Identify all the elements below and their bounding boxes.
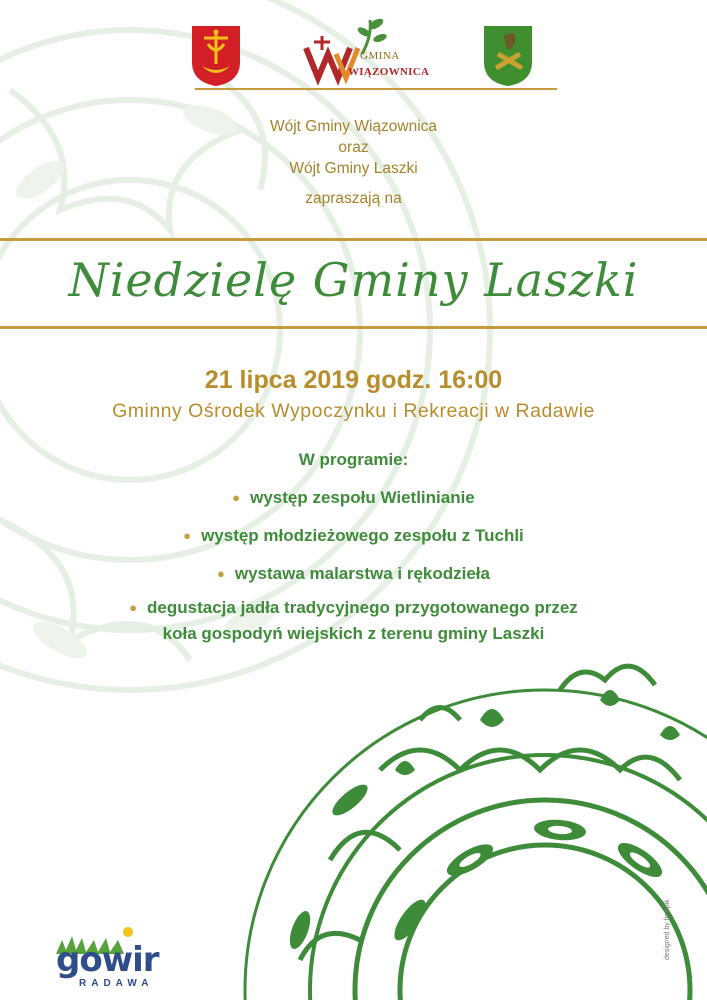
program-item: [0, 562, 707, 587]
intro-block: [0, 116, 707, 209]
program-item-text: koła gospodyń wiejskich z terenu gminy Laszki: [162, 624, 545, 643]
program-item: [0, 596, 707, 621]
gowir-logo: [46, 926, 159, 990]
green-mandala: [245, 666, 707, 1000]
title-band-bottom-line: [0, 326, 707, 329]
intro-line-3: Wójt Gminy Laszki: [289, 160, 418, 177]
program-item: [0, 524, 707, 549]
program-item-text: wystawa malarstwa i rękodzieła: [234, 564, 490, 583]
program-label: W programie:: [298, 450, 409, 469]
logo-line-gmina: GMINA: [360, 50, 400, 62]
laszki-crest-icon: [482, 24, 534, 88]
event-date: 21 lipca 2019 godz. 16:00: [204, 366, 503, 394]
green-mandala-fill: [286, 690, 680, 952]
gmina-wiazownica-logo: [300, 14, 450, 88]
gowir-brand: gowir: [56, 940, 159, 980]
intro-line-1: Wójt Gminy Wiązownica: [269, 118, 438, 135]
title-band-top-line: [0, 238, 707, 241]
freepik-credit: designed by freepik: [664, 899, 671, 960]
program-item-text: występ młodzieżowego zespołu z Tuchli: [201, 526, 524, 545]
intro-line-2: oraz: [338, 139, 369, 156]
event-venue: Gminny Ośrodek Wypoczynku i Rekreacji w Radawie: [112, 400, 595, 422]
intro-line-4: zapraszają na: [305, 190, 402, 207]
event-title: Niedzielę Gminy Laszki: [68, 253, 639, 307]
bullet-icon: ●: [183, 528, 192, 543]
logo-line-wiazownica: WIĄZOWNICA: [348, 66, 430, 78]
program-item-text: występ zespołu Wietlinianie: [250, 488, 475, 507]
program-item-continuation: [0, 622, 707, 646]
program-item-text: degustacja jadła tradycyjnego przygotowanego przez: [147, 598, 578, 617]
wiazownica-crest-icon: [190, 24, 242, 88]
program-item: [0, 486, 707, 511]
header-divider: [195, 88, 557, 90]
gowir-subtitle: RADAWA: [79, 978, 154, 989]
bullet-icon: ●: [217, 566, 225, 581]
bullet-icon: ●: [129, 600, 138, 615]
bullet-icon: ●: [232, 490, 241, 505]
